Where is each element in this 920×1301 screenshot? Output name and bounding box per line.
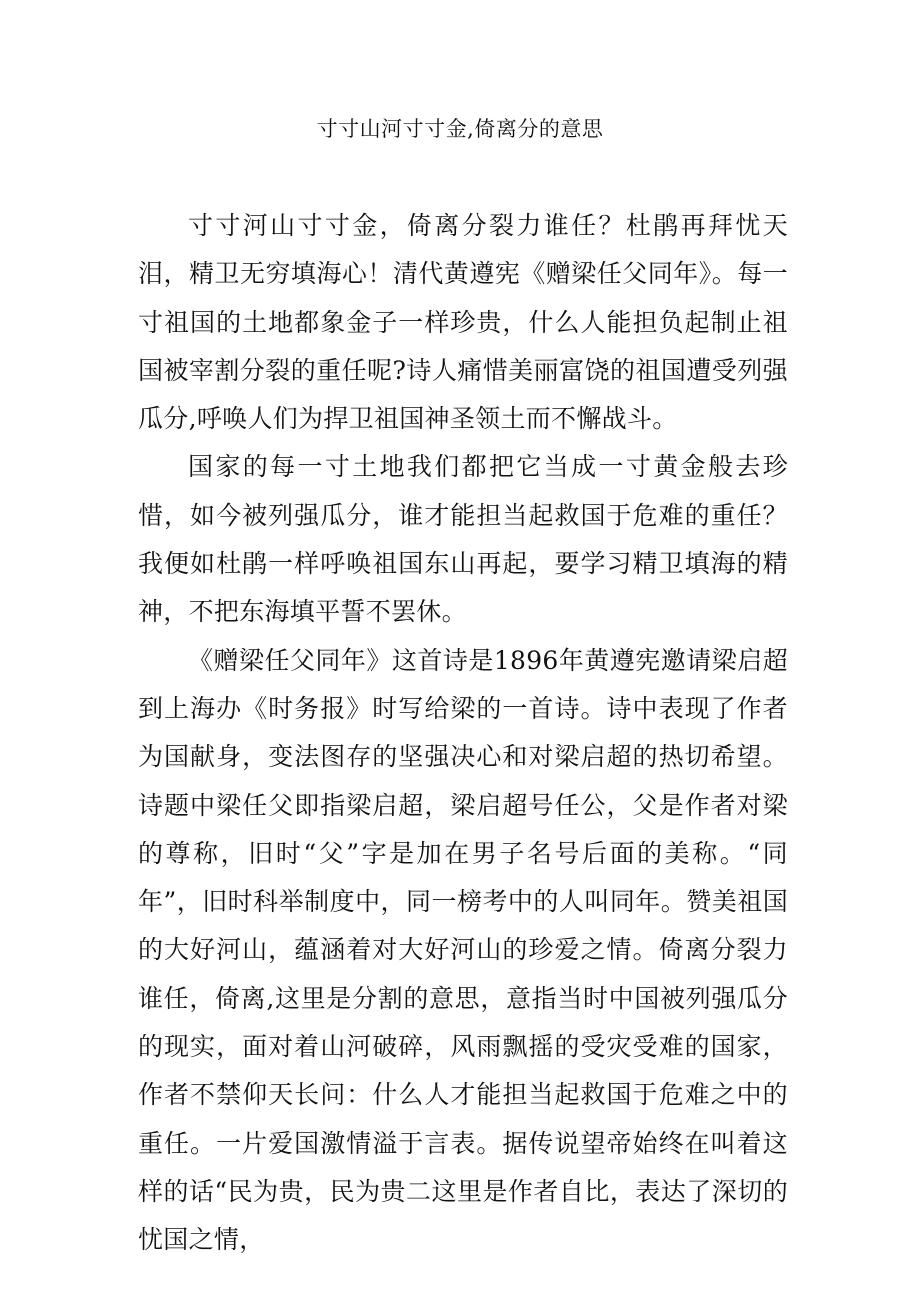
paragraph-2: 国家的每一寸土地我们都把它当成一寸黄金般去珍惜，如今被列强瓜分，谁才能担当起救国于危难的重任？我便如杜鹃一样呼唤祖国东山再起，要学习精卫填海的精神，不把东海填平誓不罢休。 [138,452,788,627]
paragraph-1: 寸寸河山寸寸金，倚离分裂力谁任？杜鹃再拜忧天泪，精卫无穷填海心！清代黄遵宪《赠梁任父同年》。每一寸祖国的土地都象金子一样珍贵，什么人能担负起制止祖国被宰割分裂的重任呢?诗人痛惜美丽富饶的祖国遭受列强瓜分,呼唤人们为捍卫祖国神圣领土而不懈战斗。 [138,211,788,434]
document-body [138,202,788,1265]
paragraph-3: 《赠梁任父同年》这首诗是1896年黄遵宪邀请梁启超到上海办《时务报》时写给梁的一首诗。诗中表现了作者为国献身，变法图存的坚强决心和对梁启超的热切希望。诗题中梁任父即指梁启超，梁启超号任公，父是作者对梁的尊称，旧时“父”字是加在男子名号后面的美称。“同年”，旧时科举制度中，同一榜考中的人叫同年。赞美祖国的大好河山，蕴涵着对大好河山的珍爱之情。倚离分裂力谁任，倚离,这里是分割的意思，意指当时中国被列强瓜分的现实，面对着山河破碎，风雨飘摇的受灾受难的国家，作者不禁仰天长问：什么人才能担当起救国于危难之中的重任。一片爱国激情溢于言表。据传说望帝始终在叫着这样的话“民为贵，民为贵二这里是作者自比，表达了深切的忧国之情， [138,645,788,1255]
document-title: 寸寸山河寸寸金,倚离分的意思 [316,117,604,141]
